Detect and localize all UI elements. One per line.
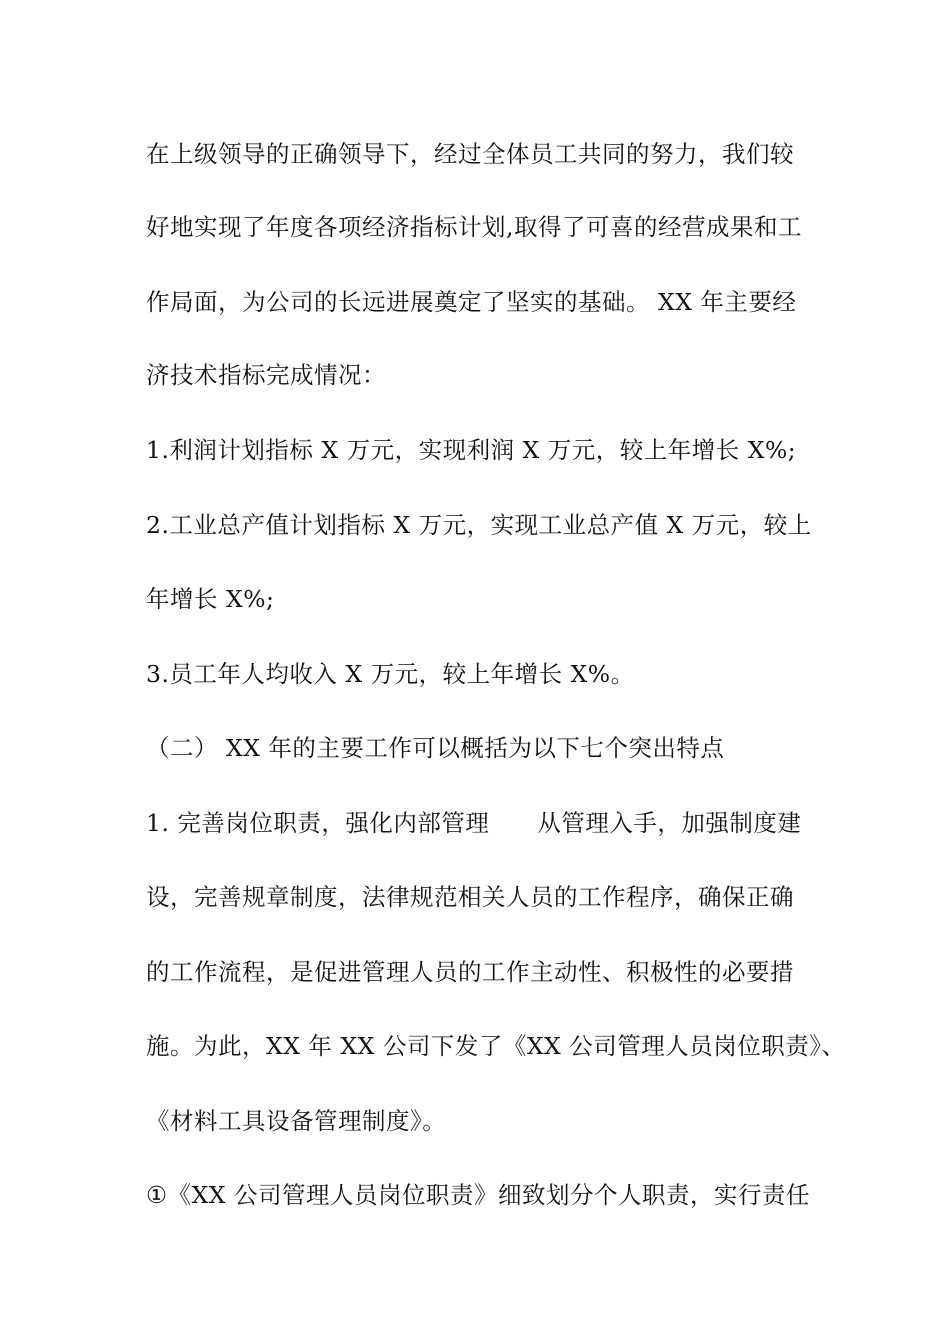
- sub-item-1: ①《XX 公司管理人员岗位职责》细致划分个人职责，实行责任: [146, 1181, 810, 1209]
- section-heading: （二） XX 年的主要工作可以概括为以下七个突出特点: [146, 734, 725, 762]
- indicator-item-2-cont: 年增长 X%;: [146, 585, 275, 613]
- feature-item-1-line-2: 设，完善规章制度，法律规范相关人员的工作程序，确保正确: [146, 883, 794, 911]
- feature-item-1-line-3: 的工作流程，是促进管理人员的工作主动性、积极性的必要措: [146, 958, 794, 986]
- feature-item-1-line-4: 施。为此，XX 年 XX 公司下发了《XX 公司管理人员岗位职责》、: [146, 1032, 846, 1060]
- feature-item-1-line-5: 《材料工具设备管理制度》。: [146, 1107, 447, 1135]
- indicator-item-2: 2.工业总产值计划指标 X 万元，实现工业总产值 X 万元，较上: [146, 511, 812, 539]
- paragraph-line-1: 在上级领导的正确领导下，经过全体员工共同的努力，我们较: [146, 140, 794, 168]
- paragraph-line-2: 好地实现了年度各项经济指标计划,取得了可喜的经营成果和工: [146, 213, 802, 241]
- paragraph-line-4: 济技术指标完成情况：: [146, 361, 386, 389]
- feature-item-1: 1. 完善岗位职责，强化内部管理 从管理入手，加强制度建: [146, 809, 802, 837]
- paragraph-line-3: 作局面，为公司的长远进展奠定了坚实的基础。 XX 年主要经: [146, 288, 797, 316]
- indicator-item-1: 1.利润计划指标 X 万元，实现利润 X 万元，较上年增长 X%;: [146, 436, 797, 464]
- indicator-item-3: 3.员工年人均收入 X 万元，较上年增长 X%。: [146, 660, 635, 688]
